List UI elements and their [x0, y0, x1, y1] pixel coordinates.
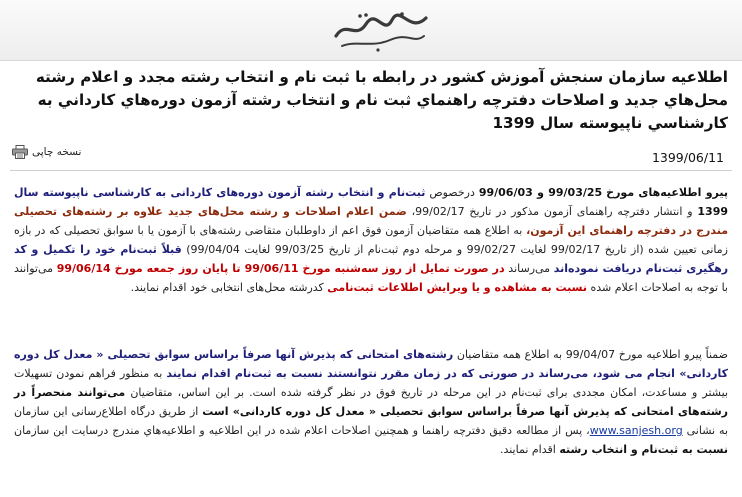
site-header [0, 0, 742, 61]
divider [10, 170, 732, 171]
paragraph-2 [14, 345, 728, 459]
p1-highlight: قبلاً ثبت‌نام خود را تکمیل و کد رهگیری ثبت‌نام دریافت نموده‌اند [14, 243, 729, 275]
p1-text: درخصوص [429, 186, 475, 199]
p1-year: 1399 [697, 205, 729, 218]
p1-dates: 99/03/25 و 99/06/03 [478, 186, 603, 199]
p1-text: پیرو اطلاعیه‌های مورخ [606, 186, 729, 199]
p2-text: ضمناً پیرو اطلاعیه مورخ 99/04/07 به اطلاع همه متقاضیان [456, 348, 729, 361]
site-logo[interactable] [332, 6, 430, 54]
p1-text: می‌توانند با توجه به اصلاحات اعلام شده [14, 262, 728, 294]
article-title: اطلاعیه سازمان سنجش آموزش کشور در رابطه با ثبت نام و انتخاب رشته مجدد و اعلام رشته محل‌هاي جدید و اصلاحات دفترچه راهنماي ثبت نام و انتخاب رشته آزمون دوره‌هاي کارداني به کارشناسي ناپیوسته سال 1399 [35, 68, 728, 132]
publish-date: 1399/06/11 [651, 150, 724, 165]
p2-highlight: می‌توانند منحصراً در رشته‌های امتحانی که پذیرش آنها صرفاً براساس سوابق تحصیلی « معدل کل دوره کاردانی» است [14, 386, 728, 418]
p1-text: به اطلاع همه متقاضیان آزمون فوق اعم از داوطلبان متقاضی رشته‌های با آزمون یا با سوابق تحصیلی که در بازه زمانی تعیین شده (از تاریخ 99/02/17 لغایت 99/02/27 و مرحله دوم ثبت‌نام از تاریخ 99/03/25 لغایت 99/04/04) [14, 224, 728, 256]
p2-text: به منظور فراهم نمودن تسهیلات بیشتر و مساعدت، امکان مجددی برای ثبت‌نام در این مرحله در تاریخ فوق در نظر گرفته شده است. بر این اساس، متقاضیان [14, 367, 729, 399]
p1-text: ثبت‌نام و انتخاب رشته آزمون دوره‌های کاردانی به کارشناسی ناپیوسته سال [14, 186, 426, 199]
sanjesh-link[interactable]: www.sanjesh.org [589, 424, 683, 437]
p2-text: از طریق درگاه اطلاع‌رسانی این سازمان به نشانی [14, 405, 729, 437]
print-link[interactable] [12, 143, 81, 161]
paragraph-1 [14, 183, 728, 297]
printer-icon [12, 145, 28, 159]
print-label: نسخه چاپی [32, 146, 82, 158]
p2-highlight: رشته‌های امتحانی که پذیرش آنها صرفاً براساس سوابق تحصیلی « معدل کل دوره کاردانی» انجام می شود، می‌رساند در صورتی که در زمان مقرر نتوانستند نسبت به ثبت‌نام اقدام نمایند [14, 348, 728, 380]
p2-highlight: نسبت به ثبت‌نام و انتخاب رشته [559, 443, 728, 456]
p1-highlight: نسبت به مشاهده و یا ویرایش اطلاعات ثبت‌نامی [327, 281, 587, 294]
p1-text: کدرشته محل‌های انتخابی خود اقدام نمایند. [130, 281, 324, 294]
p1-text: می‌رساند [508, 262, 551, 275]
p1-highlight: ضمن اعلام اصلاحات و رشته محل‌های جدید علاوه بر رشته‌های تحصیلی مندرج در دفترچه راهنمای این آزمون، [14, 205, 729, 237]
p1-deadline: در صورت تمایل از روز سه‌شنبه مورخ 99/06/11 تا پایان روز جمعه مورخ 99/06/14 [56, 262, 505, 275]
p1-text: و انتشار دفترچه راهنمای آزمون مذکور در تاریخ 99/02/17، [411, 205, 693, 218]
p2-text: ، پس از مطالعه دقیق دفترچه راهنما و همچنین اصلاحات اعلام شده در این اطلاعیه و اطلاعیه‌هاي مندرج درسایت این سازمان [14, 424, 590, 437]
p2-text: اقدام نمایند. [499, 443, 556, 456]
